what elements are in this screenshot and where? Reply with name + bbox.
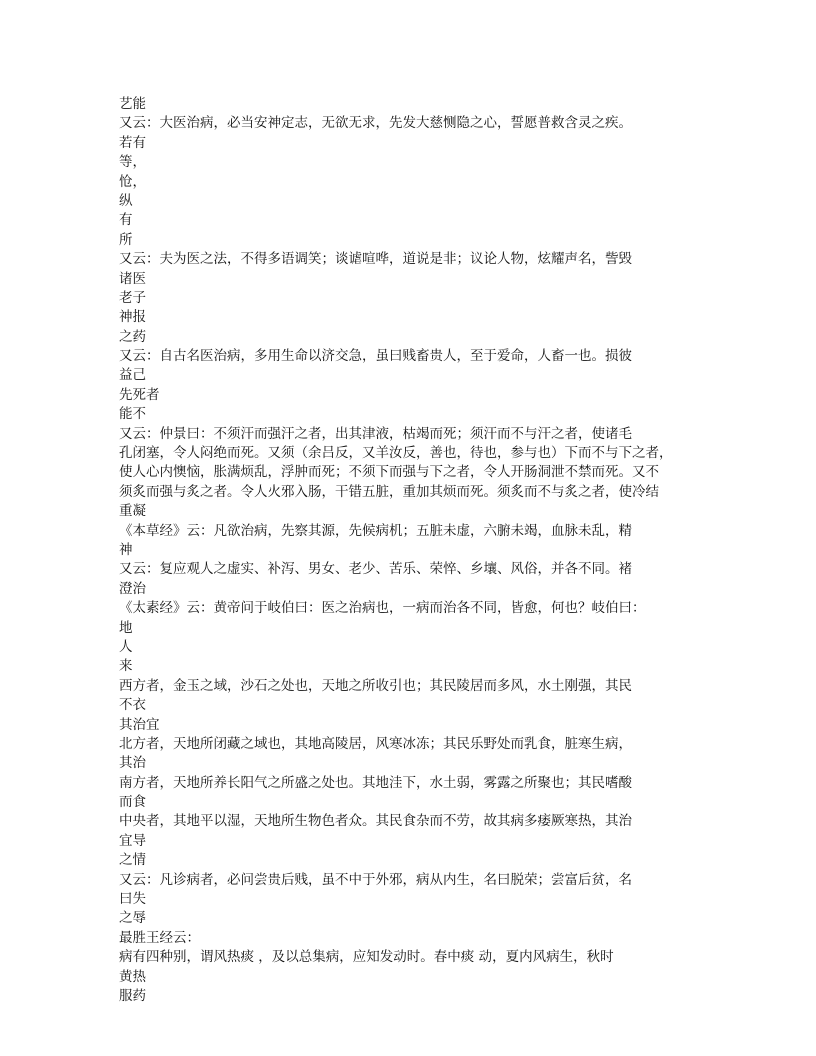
text-line: 病有四种别，谓风热痰 ，及以总集病，应知发动时。春中痰 动，夏内风病生，秋时 bbox=[119, 949, 614, 966]
text-line: 重凝 bbox=[119, 503, 146, 520]
text-line: 孔闭塞，令人闷绝而死。又须（余吕反，又羊汝反，善也，待也，参与也）下而不与下之者， bbox=[119, 445, 673, 462]
text-line: 《本草经》云：凡欲治病，先察其源，先候病机；五脏未虚，六腑未竭，血脉未乱，精 bbox=[119, 522, 632, 539]
text-line: 中央者，其地平以湿，天地所生物色者众。其民食杂而不劳，故其病多痿厥寒热，其治 bbox=[119, 813, 632, 830]
text-line: 须炙而强与炙之者。令人火邪入肠，干错五脏，重加其烦而死。须炙而不与炙之者，使冷结 bbox=[119, 483, 659, 500]
text-line: 曰失 bbox=[119, 891, 146, 908]
text-line: 其治 bbox=[119, 755, 146, 772]
text-line: 所 bbox=[119, 231, 133, 248]
text-line: 之辱 bbox=[119, 910, 146, 927]
text-line: 北方者，天地所闭藏之域也，其地高陵居，风寒冰冻；其民乐野处而乳食，脏寒生病， bbox=[119, 735, 632, 752]
text-line: 其治宜 bbox=[119, 716, 160, 733]
text-line: 老子 bbox=[119, 289, 146, 306]
text-line: 澄治 bbox=[119, 580, 146, 597]
text-line: 能不 bbox=[119, 406, 146, 423]
text-line: 若有 bbox=[119, 134, 146, 151]
text-line: 不衣 bbox=[119, 697, 146, 714]
text-line: 有 bbox=[119, 212, 133, 229]
text-line: 人 bbox=[119, 638, 133, 655]
text-line: 《太素经》云：黄帝问于岐伯曰：医之治病也，一病而治各不同，皆愈，何也？岐伯曰： bbox=[119, 600, 646, 617]
text-line: 而食 bbox=[119, 794, 146, 811]
text-line: 宜导 bbox=[119, 832, 146, 849]
text-line: 怆， bbox=[119, 173, 146, 190]
text-line: 神报 bbox=[119, 309, 146, 326]
text-line: 南方者，天地所养长阳气之所盛之处也。其地洼下，水土弱，雾露之所聚也；其民嗜酸 bbox=[119, 774, 632, 791]
text-line: 益己 bbox=[119, 367, 146, 384]
text-line: 纵 bbox=[119, 192, 133, 209]
text-line: 又云：仲景曰：不须汗而强汗之者，出其津液，枯竭而死；须汗而不与汗之者，使诸毛 bbox=[119, 425, 632, 442]
text-line: 先死者 bbox=[119, 386, 160, 403]
text-line: 艺能 bbox=[119, 96, 146, 112]
text-line: 等， bbox=[119, 154, 146, 171]
text-line: 诸医 bbox=[119, 270, 146, 287]
document-body bbox=[119, 95, 699, 1006]
text-line: 地 bbox=[119, 619, 133, 636]
text-line: 又云：凡诊病者，必问尝贵后贱，虽不中于外邪，病从内生，名曰脱荣；尝富后贫，名 bbox=[119, 871, 632, 888]
text-line: 最胜王经云： bbox=[119, 929, 200, 946]
text-line: 使人心内懊恼，胀满烦乱，浮肿而死；不须下而强与下之者，令人开肠洞泄不禁而死。又不 bbox=[119, 464, 659, 481]
text-line: 又云：复应观人之虚实、补泻、男女、老少、苦乐、荣悴、乡壤、风俗，并各不同。褚 bbox=[119, 561, 632, 578]
text-line: 黄热 bbox=[119, 968, 146, 985]
text-line: 神 bbox=[119, 541, 133, 558]
text-line: 又云：大医治病，必当安神定志，无欲无求，先发大慈恻隐之心，誓愿普救含灵之疾。 bbox=[119, 115, 632, 132]
text-line: 又云：自古名医治病，多用生命以济交急，虽曰贱畜贵人，至于爱命，人畜一也。损彼 bbox=[119, 348, 632, 365]
text-line: 之情 bbox=[119, 852, 146, 869]
text-line: 又云：夫为医之法，不得多语调笑；谈谑喧哗，道说是非；议论人物，炫耀声名，訾毁 bbox=[119, 251, 632, 268]
text-line: 西方者，金玉之域，沙石之处也，天地之所收引也；其民陵居而多风，水土刚强，其民 bbox=[119, 677, 632, 694]
text-line: 服药 bbox=[119, 987, 146, 1004]
text-line: 来 bbox=[119, 658, 133, 675]
text-line: 之药 bbox=[119, 328, 146, 345]
